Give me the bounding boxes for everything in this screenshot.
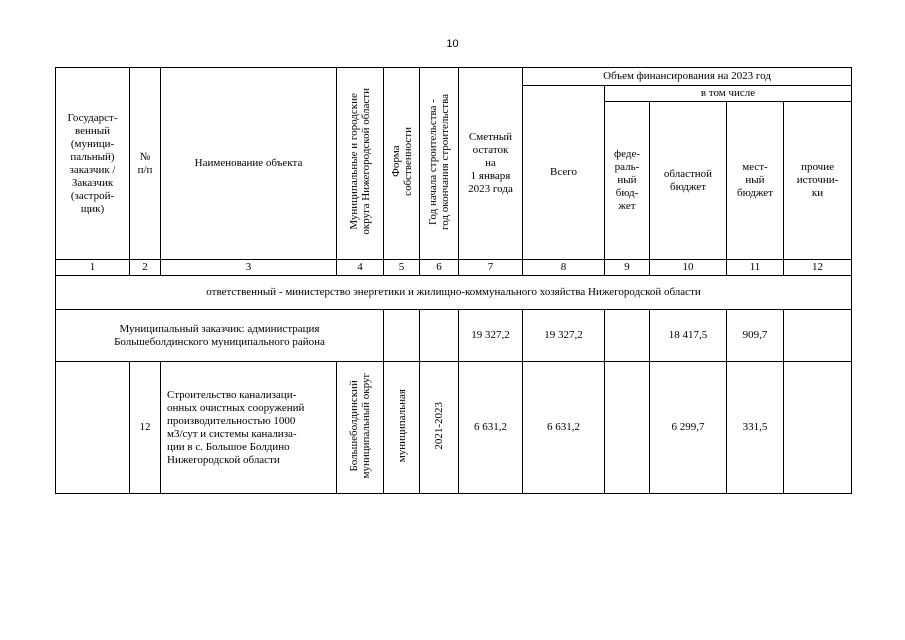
object-other [784, 362, 852, 494]
column-number: 8 [523, 260, 605, 276]
object-regional: 6 299,7 [650, 362, 727, 494]
object-total: 6 631,2 [523, 362, 605, 494]
column-number: 7 [459, 260, 523, 276]
object-municipality-text: Большеболдинский муниципальный округ [348, 372, 372, 479]
table-cell [384, 310, 420, 362]
column-number: 2 [130, 260, 161, 276]
column-number: 3 [161, 260, 337, 276]
customer-remaining: 19 327,2 [459, 310, 523, 362]
customer-federal [605, 310, 650, 362]
customer-label: Муниципальный заказчик: администрация Большеболдинского муниципального района [56, 310, 384, 362]
object-ownership-text: муниципальная [395, 388, 408, 463]
financing-table [55, 67, 852, 494]
header-customer: Государст- венный (муници- пальный) заказчик / Заказчик (застрой- щик) [56, 68, 130, 260]
customer-total: 19 327,2 [523, 310, 605, 362]
header-number: № п/п [130, 68, 161, 260]
header-federal: феде- раль- ный бюд- жет [605, 102, 650, 260]
header-ownership-text: Форма собственности [389, 127, 414, 196]
column-number: 12 [784, 260, 852, 276]
table-cell [420, 310, 459, 362]
object-municipality [337, 362, 384, 494]
header-ownership [384, 68, 420, 260]
header-remaining: Сметный остаток на 1 января 2023 года [459, 68, 523, 260]
column-number: 6 [420, 260, 459, 276]
column-number: 11 [727, 260, 784, 276]
header-regional: областной бюджет [650, 102, 727, 260]
column-number: 9 [605, 260, 650, 276]
customer-regional: 18 417,5 [650, 310, 727, 362]
header-object-name: Наименование объекта [161, 68, 337, 260]
header-including: в том числе [605, 86, 852, 102]
header-years [420, 68, 459, 260]
page-number: 10 [446, 38, 459, 50]
customer-other [784, 310, 852, 362]
column-number: 4 [337, 260, 384, 276]
object-ownership [384, 362, 420, 494]
section-title: ответственный - министерство энергетики и жилищно-коммунального хозяйства Нижегородской области [56, 276, 852, 310]
column-number: 10 [650, 260, 727, 276]
object-local: 331,5 [727, 362, 784, 494]
header-local: мест- ный бюджет [727, 102, 784, 260]
column-number: 1 [56, 260, 130, 276]
object-federal [605, 362, 650, 494]
header-years-text: Год начала строительства - год окончания строительства [427, 93, 451, 230]
header-other: прочие источни- ки [784, 102, 852, 260]
object-name: Строительство канализаци- онных очистных сооружений производительностью 1000 м3/сут и системы канализа- ции в с. Большое Болдино Нижегородской области [161, 362, 337, 494]
header-municipality-text: Муниципальные и городские округа Нижегородской области [348, 88, 372, 235]
object-customer [56, 362, 130, 494]
header-municipality [337, 68, 384, 260]
object-years [420, 362, 459, 494]
object-years-text: 2021-2023 [433, 401, 445, 450]
object-remaining: 6 631,2 [459, 362, 523, 494]
customer-local: 909,7 [727, 310, 784, 362]
header-total: Всего [523, 86, 605, 260]
header-financing: Объем финансирования на 2023 год [523, 68, 852, 86]
column-number: 5 [384, 260, 420, 276]
object-number: 12 [130, 362, 161, 494]
